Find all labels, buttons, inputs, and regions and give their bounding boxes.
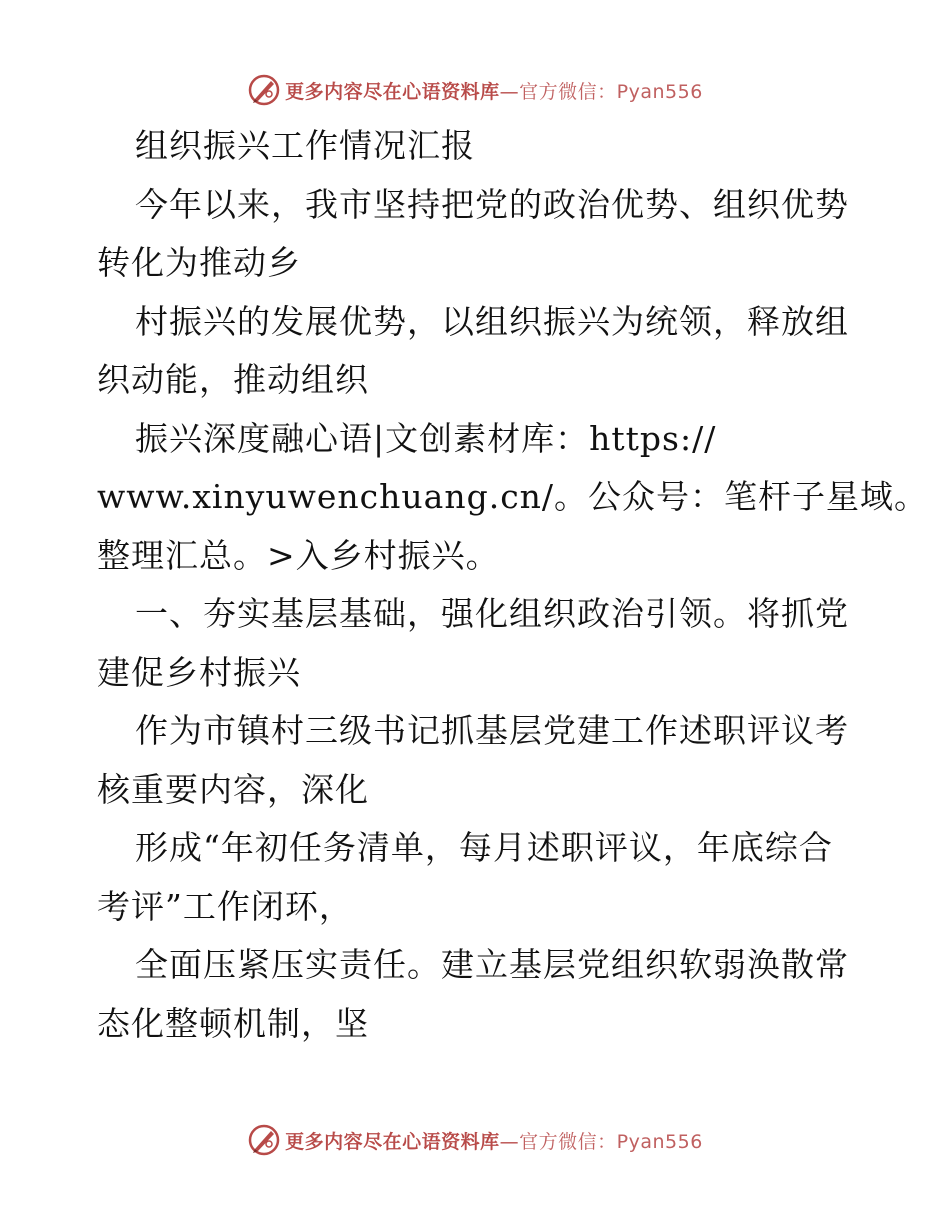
watermark-site-text: 更多内容尽在心语资料库: [285, 80, 500, 103]
watermark-wechat-text: 官方微信：Pyan556: [519, 80, 703, 103]
text-line: 态化整顿机制，坚: [97, 1003, 369, 1043]
watermark-site-text: 更多内容尽在心语资料库: [285, 1130, 500, 1153]
document-body: [97, 117, 929, 1053]
text-line: 建促乡村振兴: [97, 652, 301, 692]
footer-watermark: [0, 1120, 950, 1160]
text-line: 核重要内容，深化: [97, 769, 369, 809]
watermark-dash: —: [499, 1130, 520, 1153]
text-line: 考评”工作闭环，: [97, 886, 353, 926]
header-watermark: [0, 70, 950, 110]
text-line: 转化为推动乡: [97, 243, 301, 282]
text-line: www.xinyuwenchuang.cn/。公众号：笔杆子星域。: [97, 477, 929, 516]
document-title: 组织振兴工作情况汇报: [135, 126, 475, 165]
watermark-wechat-text: 官方微信：Pyan556: [519, 1130, 703, 1153]
text-line: 村振兴的发展优势，以组织振兴为统领，释放组: [135, 301, 849, 341]
quill-logo-icon: [247, 73, 281, 107]
text-line: 全面压紧压实责任。建立基层党组织软弱涣散常: [135, 945, 849, 984]
text-line: 一、夯实基层基础，强化组织政治引领。将抓党: [135, 594, 849, 633]
text-line: 织动能，推动组织: [97, 360, 369, 399]
text-line: 整理汇总。>入乡村振兴。: [97, 535, 500, 575]
watermark-dash: —: [499, 80, 520, 103]
text-line: 形成“年初任务清单，每月述职评议，年底综合: [135, 828, 833, 867]
text-line: 今年以来，我市坚持把党的政治优势、组织优势: [135, 184, 849, 224]
text-line: 振兴深度融心语|文创素材库：https://: [135, 418, 717, 458]
quill-logo-icon: [247, 1123, 281, 1157]
text-line: 作为市镇村三级书记抓基层党建工作述职评议考: [135, 711, 849, 750]
